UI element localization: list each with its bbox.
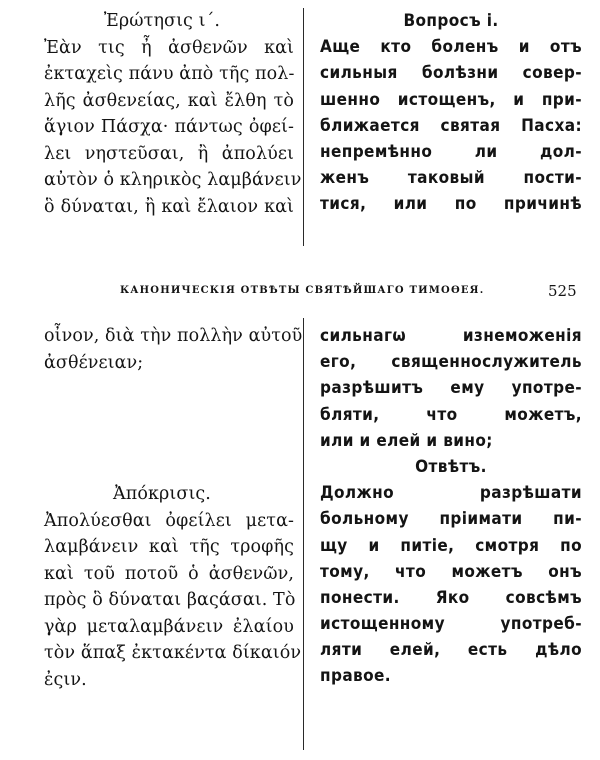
greek-line: λῆς ἀσθενείας, καὶ ἔλθη τὸ — [44, 90, 294, 111]
greek-line: αὐτὸν ὁ κληρικὸς λαμβάνειν — [44, 170, 302, 190]
bottom-column-divider — [303, 318, 304, 750]
greek-line: ἅγιον Πάσχα· πάντως ὀφεί- — [44, 117, 294, 137]
bottom-greek-answer — [44, 481, 302, 693]
greek-line: ἐκταχεὶς πάνυ ἀπὸ τῆς πολ- — [44, 64, 295, 84]
slavonic-line: его, священнослужитель — [320, 352, 582, 373]
slavonic-question-heading: Вопросъ і. — [403, 11, 499, 31]
slavonic-line: истощенному употреб- — [320, 614, 582, 635]
slavonic-line: правое. — [320, 666, 392, 687]
greek-line: γὰρ μεταλαμβάνειν ἐλαίου — [44, 616, 294, 637]
greek-line: καὶ τοῦ ποτοῦ ὁ ἀσθενῶν, — [44, 563, 294, 584]
greek-answer-heading: Ἀπόκρισις. — [113, 484, 211, 504]
slavonic-line: понести. Яко совсѣмъ — [320, 587, 582, 608]
greek-line: Ἐὰν τις ἦ ἀσθενῶν καὶ — [44, 37, 294, 58]
greek-line: τὸν ἅπαξ ἐκτακέντα δίκαιόν — [44, 643, 302, 663]
greek-question-heading: Ἐρώτησις ι΄. — [103, 11, 221, 31]
bottom-greek-column-continuation — [44, 323, 303, 376]
slavonic-answer-heading: Отвѣтъ. — [415, 456, 487, 477]
slavonic-line: тися, или по причинѣ — [320, 194, 582, 215]
top-column-divider — [303, 8, 304, 246]
bottom-slavonic-column — [320, 323, 582, 690]
slavonic-line: ближается святая Пасха: — [320, 115, 582, 136]
greek-line: ὃ δύναται, ἢ καὶ ἔλαιον καὶ — [44, 196, 294, 217]
slavonic-line: больному пріимати пи- — [320, 509, 582, 530]
slavonic-line: щу и питіе, смотря по — [320, 535, 582, 556]
greek-line: οἶνον, διὰ τὴν πολλὴν αὐτοῦ — [44, 326, 303, 346]
slavonic-line: ляти елей, есть дѣло — [320, 640, 582, 661]
top-greek-column — [44, 8, 302, 220]
slavonic-line: или и елей и вино; — [320, 430, 493, 451]
greek-line: λει νηστεῦσαι, ἢ ἀπολύει — [44, 143, 294, 164]
greek-line: ἀσθένειαν; — [44, 352, 144, 373]
slavonic-line: шенно истощенъ, и при- — [320, 89, 582, 110]
slavonic-line: Должно разрѣшати — [320, 483, 582, 504]
slavonic-line: сильныя болѣзни совер- — [320, 63, 582, 84]
greek-line: πρὸς ὃ δύναται βαςάσαι. Τὸ — [44, 590, 296, 610]
greek-line: λαμβάνειν καὶ τῆς τροφῆς — [44, 537, 294, 557]
slavonic-line: сильнагω изнеможенія — [320, 326, 582, 346]
slavonic-line: непремѣнно ли дол- — [320, 141, 582, 162]
slavonic-line: бляти, что можетъ, — [320, 404, 582, 425]
page-number: 525 — [548, 282, 577, 300]
slavonic-line: Аще кто боленъ и отъ — [320, 37, 582, 58]
slavonic-line: разрѣшитъ ему употре- — [320, 378, 582, 399]
greek-line: Ἀπολύεσθαι ὀφείλει μετα- — [44, 510, 294, 531]
top-slavonic-column — [320, 8, 582, 218]
running-header-title: КАНОНИЧЕСКІЯ ОТВѢТЫ СВЯТѢЙШАГО ТИМОѲЕЯ. — [120, 285, 485, 296]
greek-line: ἐςιν. — [44, 669, 87, 690]
slavonic-line: женъ таковый пости- — [320, 168, 582, 189]
slavonic-line: тому, что можетъ онъ — [320, 561, 582, 582]
